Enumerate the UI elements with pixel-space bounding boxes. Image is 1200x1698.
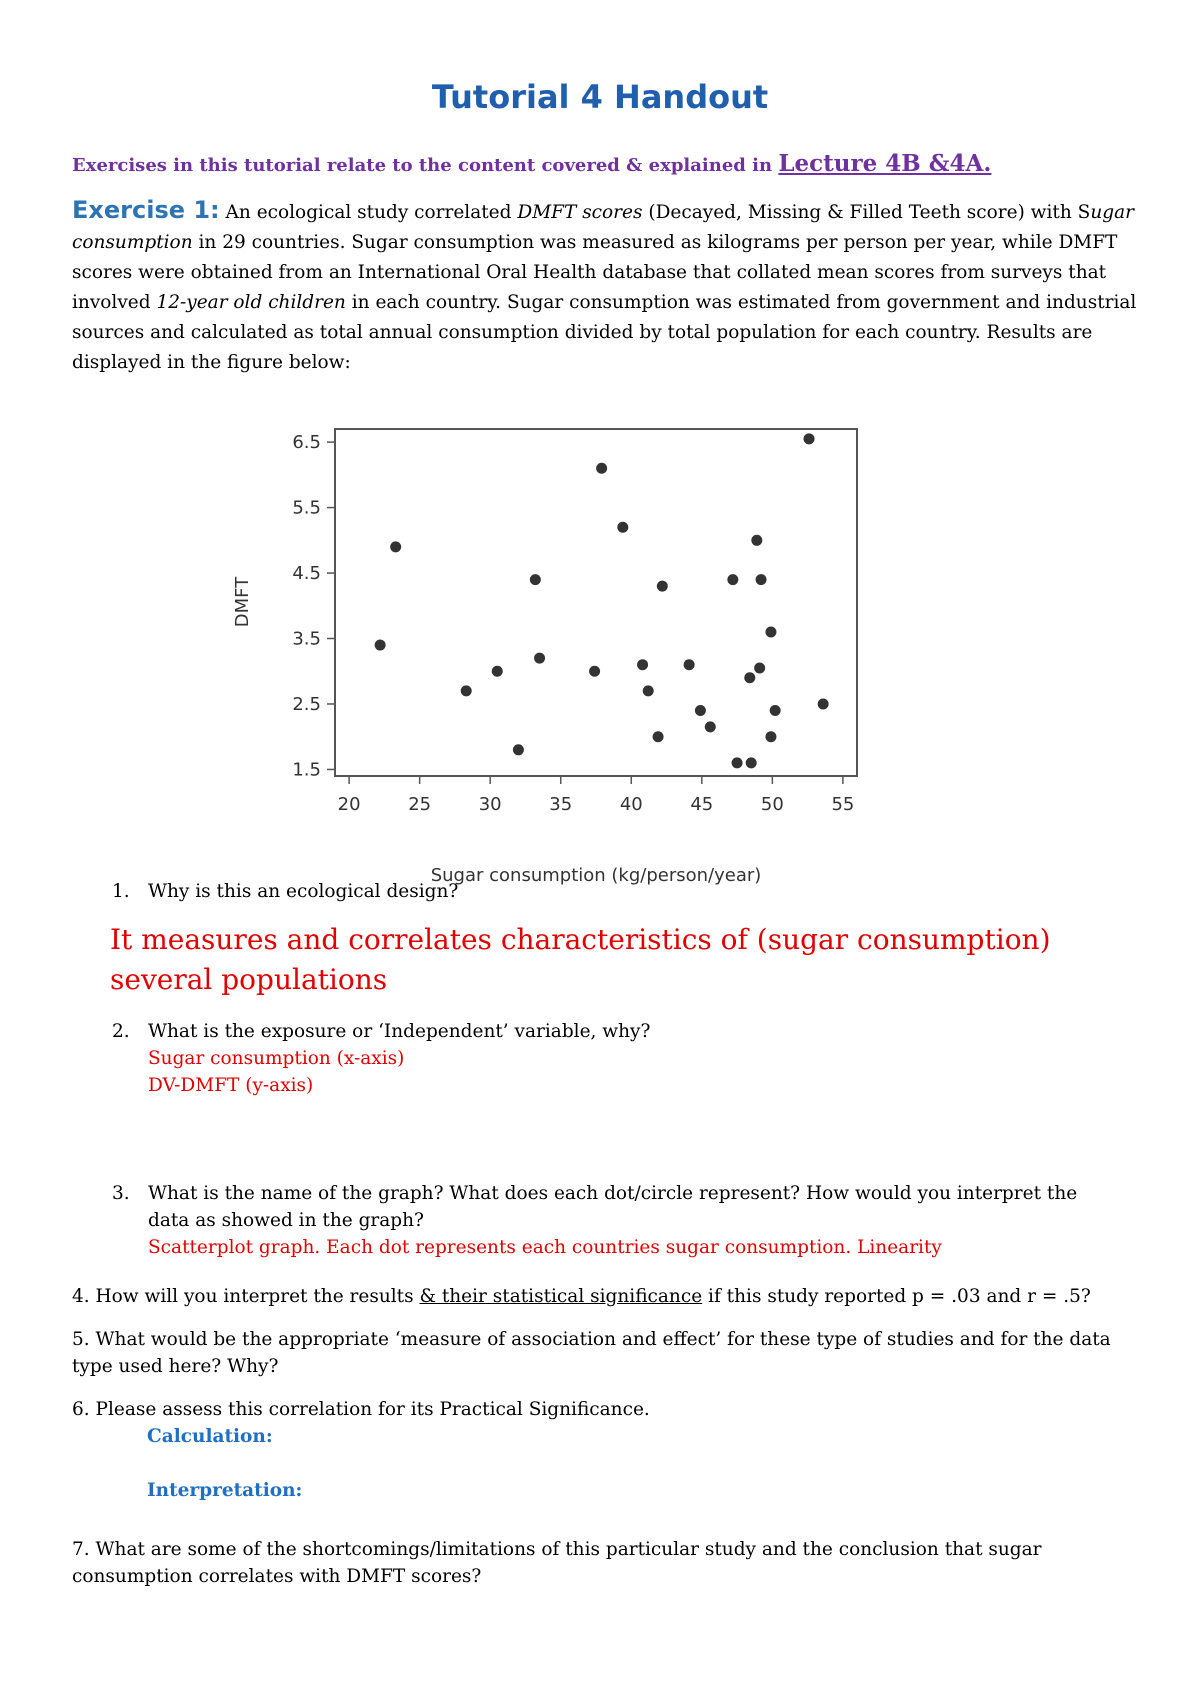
exercise-text-italic: 12-year old children xyxy=(156,292,346,313)
data-point xyxy=(818,698,829,709)
x-tick-label: 50 xyxy=(760,794,784,815)
data-point xyxy=(744,672,755,683)
y-tick-label: 1.5 xyxy=(292,759,321,781)
question-2 xyxy=(100,1018,1120,1099)
data-point xyxy=(804,433,815,444)
exercise-label: Exercise 1: xyxy=(72,196,220,224)
q-number: 3. xyxy=(112,1183,130,1204)
data-point xyxy=(756,574,767,585)
y-tick-label: 3.5 xyxy=(292,628,321,650)
x-tick-label: 55 xyxy=(831,794,855,815)
q4-text: 4. How will you interpret the results xyxy=(72,1286,420,1307)
question-4 xyxy=(72,1283,1152,1310)
data-point xyxy=(534,653,545,664)
exercise-text-italic: ugar consumption xyxy=(72,202,1134,253)
question-5: 5. What would be the appropriate ‘measure of association and effect’ for these type of studies and for the data type used here? Why? xyxy=(72,1329,1111,1377)
x-tick-label: 40 xyxy=(619,794,643,815)
plot-frame xyxy=(335,429,857,776)
x-axis-label: Sugar consumption (kg/person/year) xyxy=(430,865,762,886)
exercise-text: in 29 countries. Sugar consumption was measured as kilograms per person per year, while DMFT scores were obtained from an International Oral Health database that collated mean scores from surveys that involved xyxy=(72,232,1118,313)
x-tick-label: 20 xyxy=(337,794,361,815)
data-point xyxy=(695,705,706,716)
intro-text: Exercises in this tutorial relate to the content covered & explained in xyxy=(72,155,773,176)
data-point xyxy=(617,522,628,533)
q4-underlined: & their statistical significance xyxy=(419,1286,703,1307)
y-axis-label: DMFT xyxy=(232,576,253,628)
data-point xyxy=(596,463,607,474)
data-point xyxy=(513,744,524,755)
data-point xyxy=(732,757,743,768)
y-tick-label: 2.5 xyxy=(292,693,321,715)
exercise-text-italic: DMFT scores xyxy=(517,202,643,223)
x-tick-label: 45 xyxy=(690,794,714,815)
data-point xyxy=(492,666,503,677)
answer-1: It measures and correlates characteristics of (sugar consumption) several populations xyxy=(110,923,1051,996)
data-point xyxy=(684,659,695,670)
q-text: Why is this an ecological design? xyxy=(148,881,459,902)
y-tick-label: 5.5 xyxy=(292,497,321,519)
data-point xyxy=(727,574,738,585)
lecture-link[interactable]: Lecture 4B &4A. xyxy=(778,150,992,177)
y-tick-label: 6.5 xyxy=(292,432,321,454)
data-point xyxy=(461,685,472,696)
answer-2-line-1: Sugar consumption (x-axis) xyxy=(148,1048,405,1069)
data-point xyxy=(746,757,757,768)
data-point xyxy=(637,659,648,670)
data-point xyxy=(705,721,716,732)
data-point xyxy=(657,581,668,592)
data-point xyxy=(765,731,776,742)
x-tick-label: 30 xyxy=(478,794,502,815)
calculation-label: Calculation: xyxy=(147,1426,273,1447)
data-point xyxy=(754,662,765,673)
exercise-text: in each country. Sugar consumption was estimated from government and industrial sources and calculated as total annual consumption divided by total population for each country. Results are displayed in the figure below: xyxy=(72,292,1137,373)
y-tick-label: 4.5 xyxy=(292,563,321,585)
q4-text: if this study reported p = .03 and r = .5? xyxy=(702,1286,1091,1307)
q-text: What is the name of the graph? What does each dot/circle represent? How would you interpret the data as showed in the graph? xyxy=(148,1183,1078,1231)
interpretation-label: Interpretation: xyxy=(147,1480,303,1501)
intro-line xyxy=(72,150,991,177)
data-point xyxy=(643,685,654,696)
q-number: 2. xyxy=(112,1021,130,1042)
data-point xyxy=(375,640,386,651)
question-7: 7. What are some of the shortcomings/limitations of this particular study and the conclusion that sugar consumption correlates with DMFT scores? xyxy=(72,1539,1042,1587)
data-point xyxy=(653,731,664,742)
x-tick-label: 35 xyxy=(549,794,573,815)
answer-2-line-2: DV-DMFT (y-axis) xyxy=(148,1075,314,1096)
data-point xyxy=(770,705,781,716)
question-6 xyxy=(72,1396,1132,1504)
q-text: What is the exposure or ‘Independent’ variable, why? xyxy=(148,1021,651,1042)
q-number: 1. xyxy=(112,881,130,902)
exercise-text: An ecological study correlated xyxy=(219,202,518,223)
x-tick-label: 25 xyxy=(408,794,432,815)
question-3 xyxy=(100,1180,1120,1261)
data-point xyxy=(751,535,762,546)
scatter-plot xyxy=(215,405,975,900)
exercise-text: (Decayed, Missing & Filled Teeth score) with S xyxy=(642,202,1091,223)
data-point xyxy=(765,626,776,637)
page-title: Tutorial 4 Handout xyxy=(431,78,769,116)
exercise-1-paragraph xyxy=(72,195,1137,378)
q6-text: 6. Please assess this correlation for its Practical Significance. xyxy=(72,1399,650,1420)
data-point xyxy=(589,666,600,677)
answer-3: Scatterplot graph. Each dot represents each countries sugar consumption. Linearity xyxy=(148,1237,942,1258)
data-point xyxy=(390,541,401,552)
data-point xyxy=(530,574,541,585)
